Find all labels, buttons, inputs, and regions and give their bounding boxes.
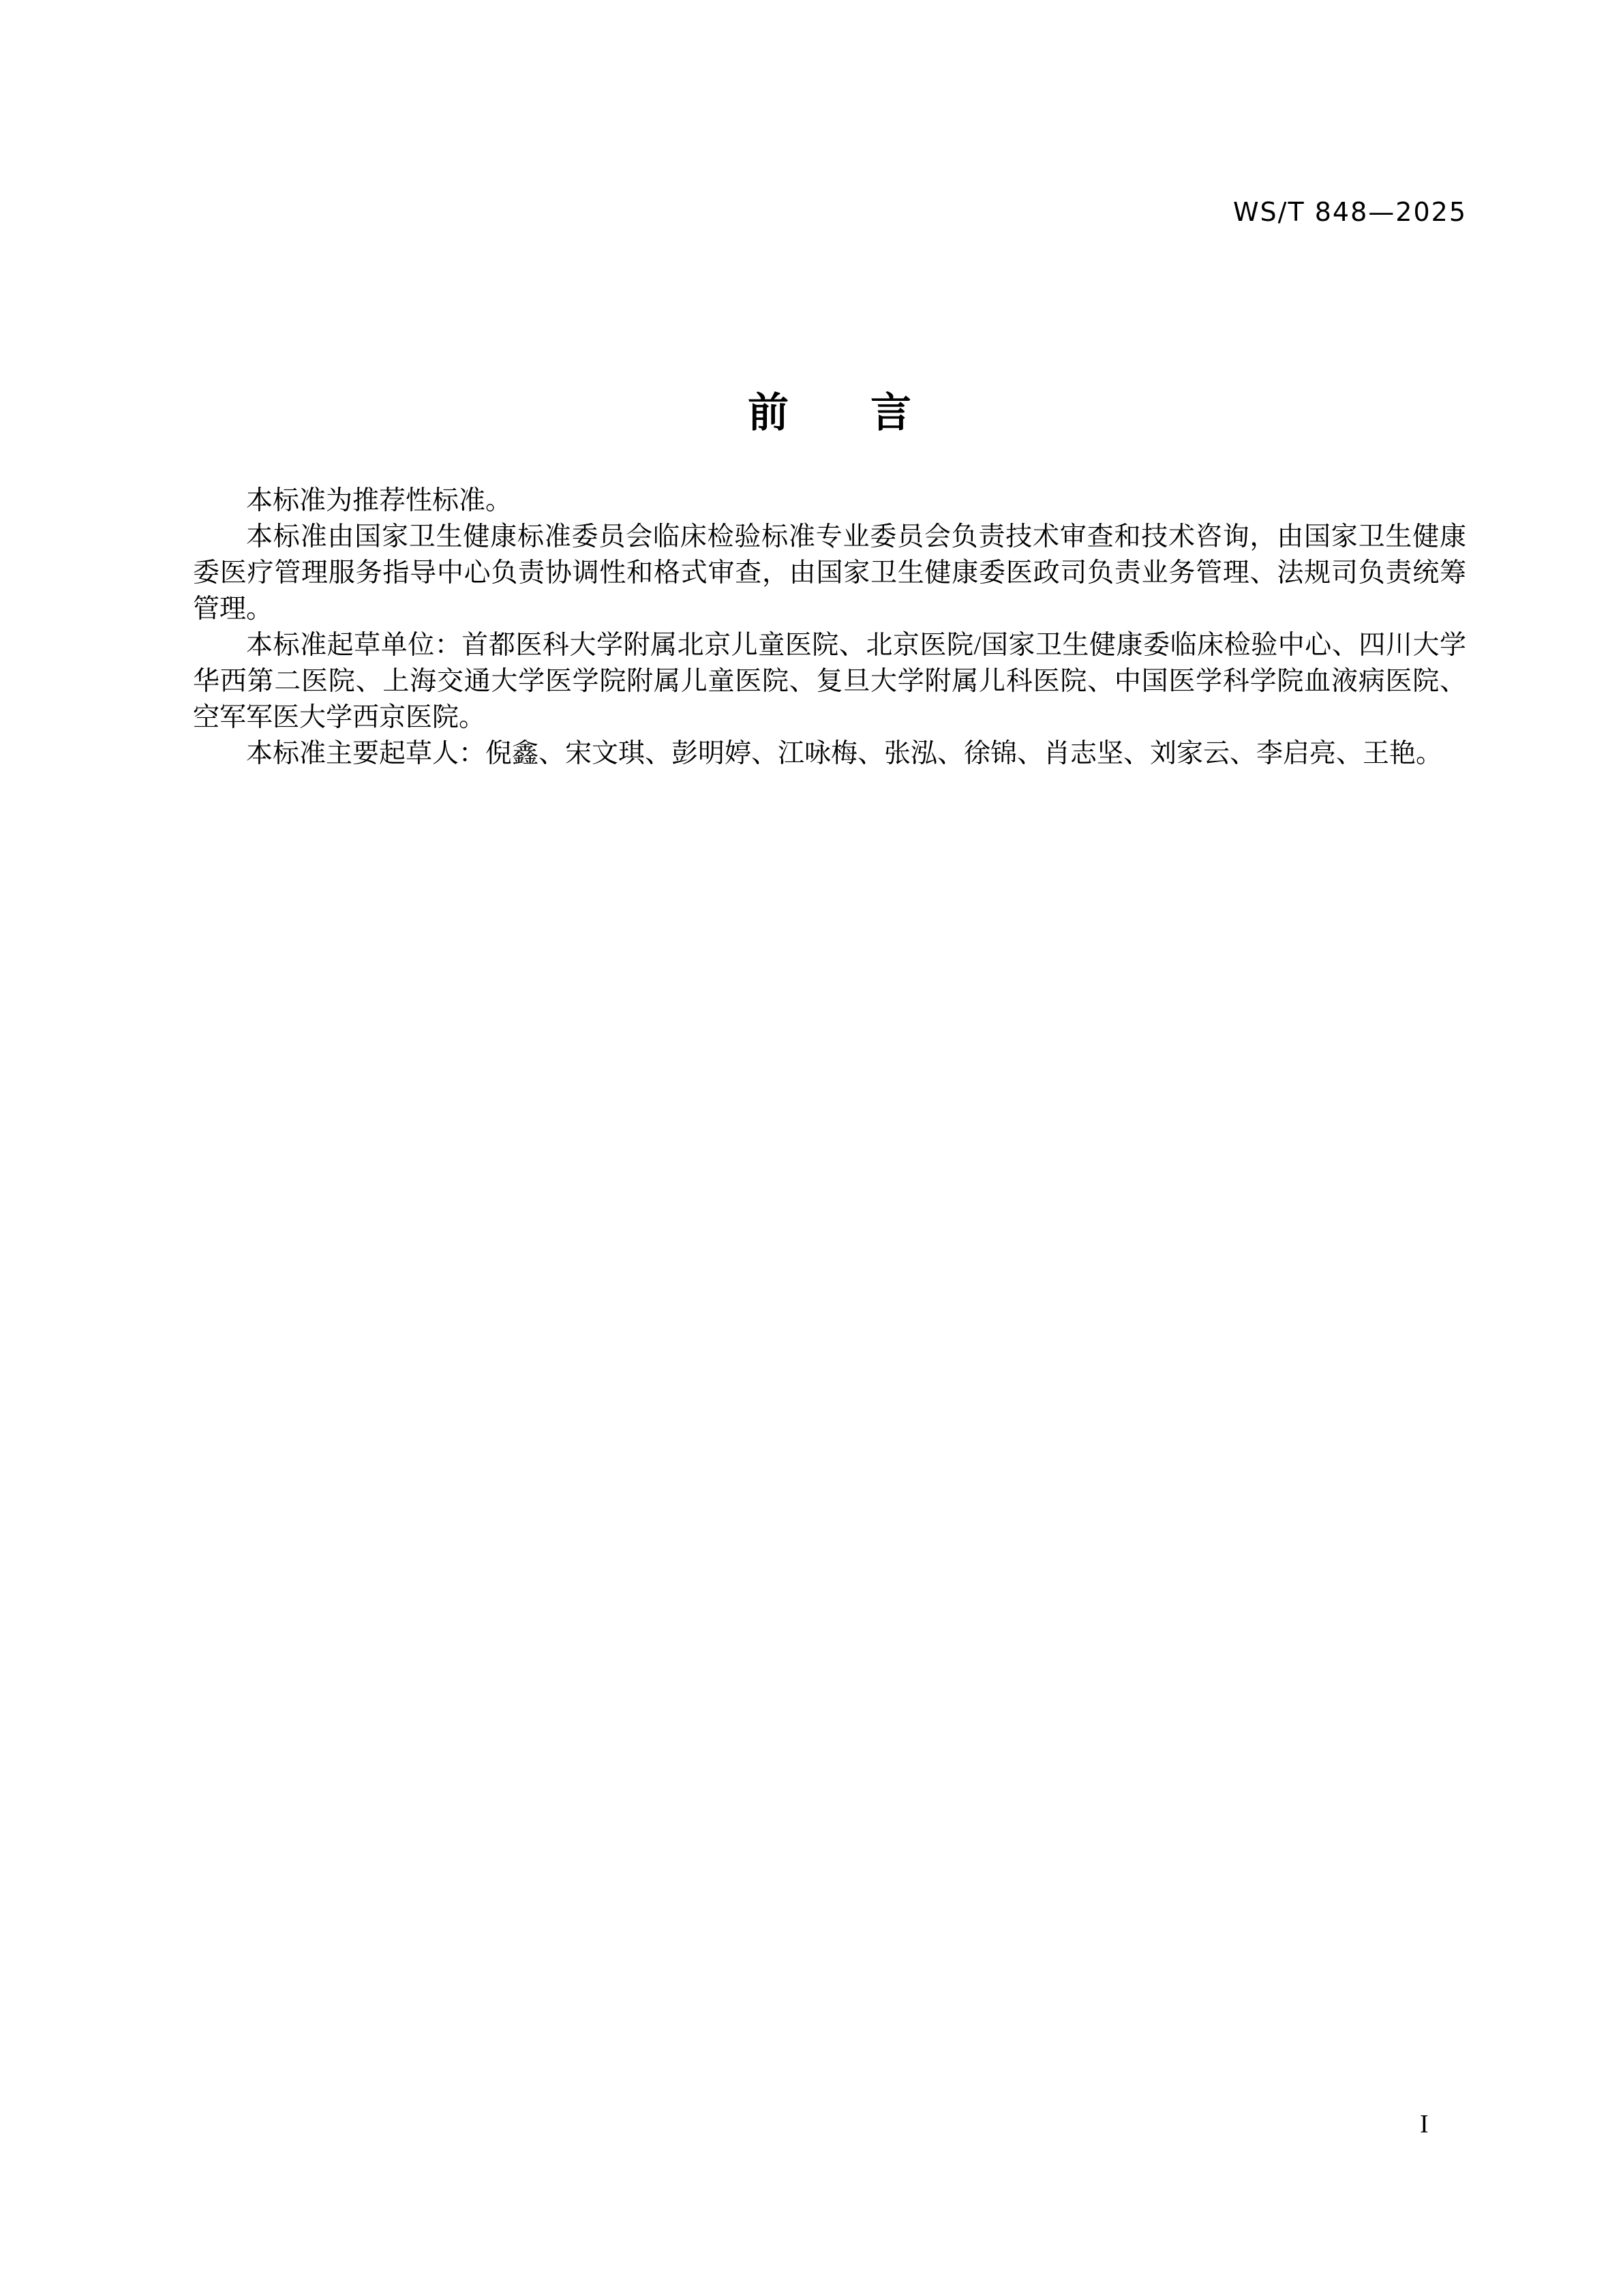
page-number: I xyxy=(1420,2110,1429,2139)
foreword-title: 前 言 xyxy=(748,389,911,437)
foreword-paragraph-review-bodies: 本标准由国家卫生健康标准委员会临床检验标准专业委员会负责技术审查和技术咨询，由国家卫生健康委医疗管理服务指导中心负责协调性和格式审查，由国家卫生健康委医政司负责业务管理、法规司负责统筹管理。 xyxy=(193,522,1466,624)
foreword-paragraph-drafters: 本标准主要起草人：倪鑫、宋文琪、彭明婷、江咏梅、张泓、徐锦、肖志坚、刘家云、李启亮、王艳。 xyxy=(246,739,1443,768)
foreword-body xyxy=(193,483,1466,772)
standard-code-header: WS/T 848—2025 xyxy=(1232,197,1467,227)
foreword-paragraph-drafting-organizations: 本标准起草单位：首都医科大学附属北京儿童医院、北京医院/国家卫生健康委临床检验中心、四川大学华西第二医院、上海交通大学医学院附属儿童医院、复旦大学附属儿科医院、中国医学科学院血液病医院、空军军医大学西京医院。 xyxy=(193,631,1466,732)
foreword-paragraph-recommendation: 本标准为推荐性标准。 xyxy=(246,486,513,515)
